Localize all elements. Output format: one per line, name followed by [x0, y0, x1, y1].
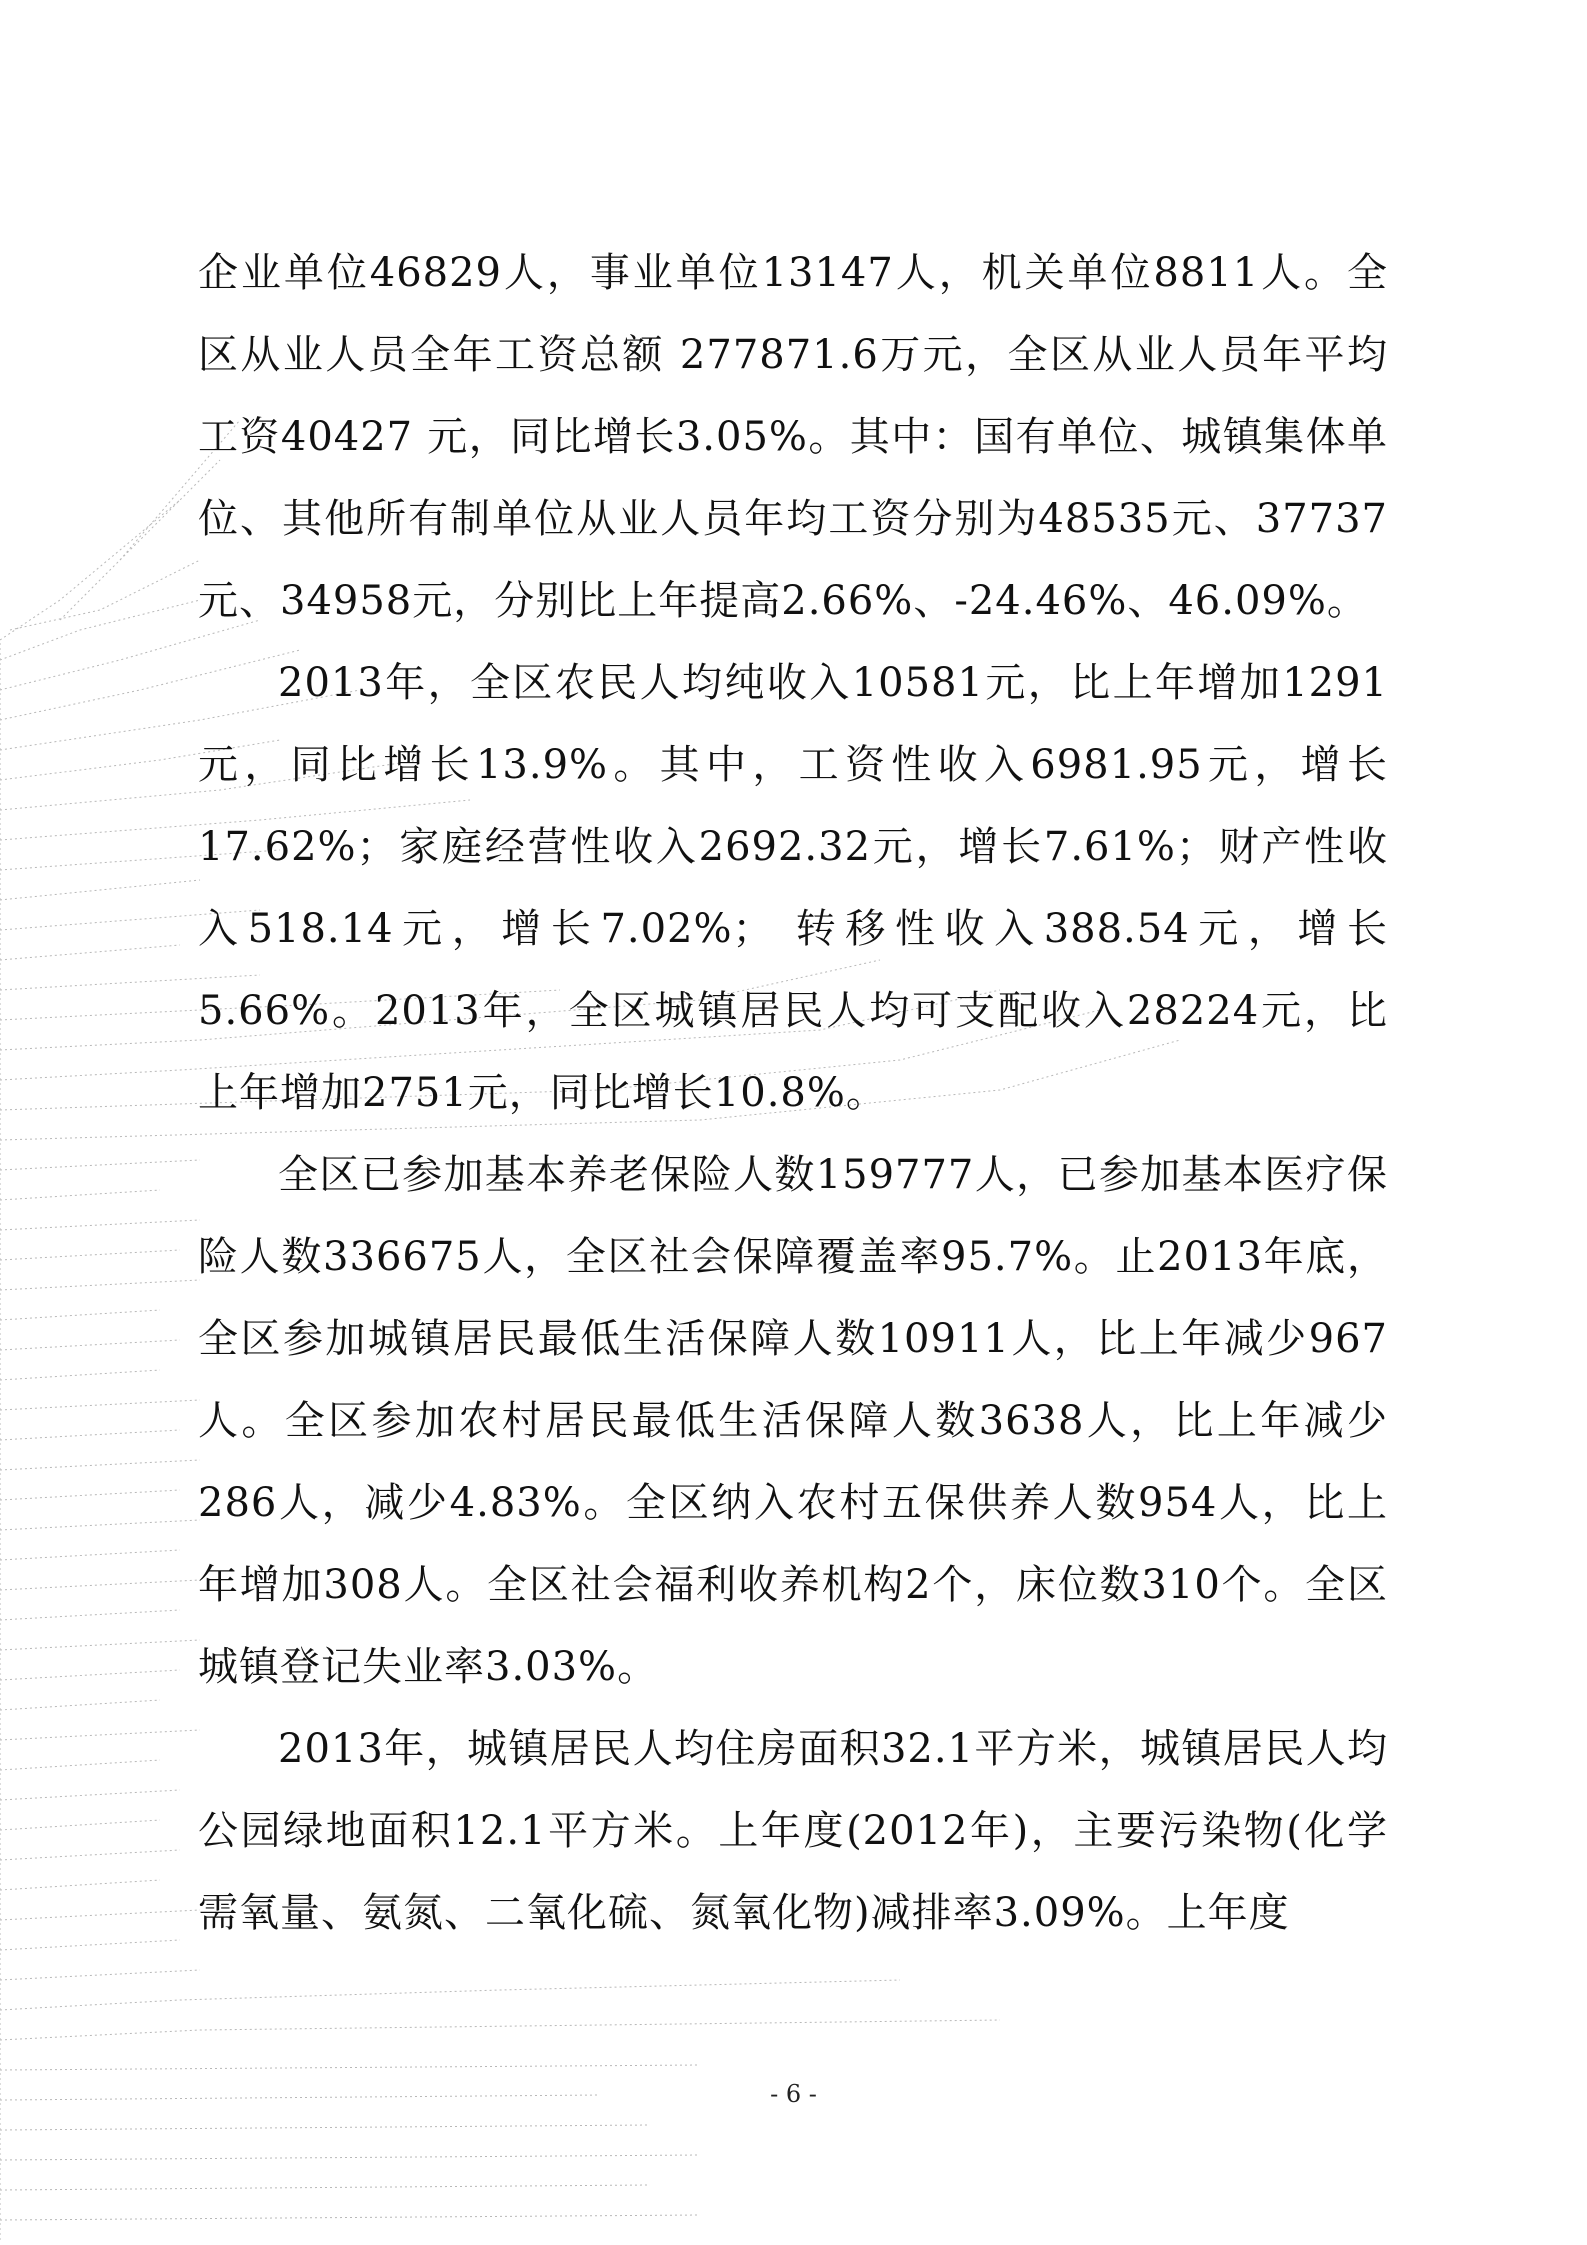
- paragraph-social-security: 全区已参加基本养老保险人数159777人，已参加基本医疗保险人数336675人，全区社会保障覆盖率95.7%。止2013年底，全区参加城镇居民最低生活保障人数10911人，比上年减少967人。全区参加农村居民最低生活保障人数3638人，比上年减少286人，减少4.83%。全区纳入农村五保供养人数954人，比上年增加308人。全区社会福利收养机构2个，床位数310个。全区城镇登记失业率3.03%。: [198, 1152, 1388, 1690]
- page-number: - 6 -: [770, 2080, 817, 2108]
- paragraph-housing-environment: 2013年，城镇居民人均住房面积32.1平方米，城镇居民人均公园绿地面积12.1平方米。上年度(2012年)，主要污染物(化学需氧量、氨氮、二氧化硫、氮氧化物)减排率3.09%。上年度: [198, 1726, 1388, 1936]
- paragraph-income: 2013年，全区农民人均纯收入10581元，比上年增加1291元，同比增长13.9%。其中，工资性收入6981.95元，增长17.62%；家庭经营性收入2692.32元，增长7.61%；财产性收入518.14元，增长7.02%； 转移性收入388.54元，增长5.66%。2013年，全区城镇居民人均可支配收入28224元，比上年增加2751元，同比增长10.8%。: [198, 660, 1388, 1116]
- paragraph-wages: 企业单位46829人，事业单位13147人，机关单位8811人。全区从业人员全年工资总额 277871.6万元，全区从业人员年平均工资40427 元，同比增长3.05%。其中：国有单位、城镇集体单位、其他所有制单位从业人员年均工资分别为48535元、37737元、34958元，分别比上年提高2.66%、-24.46%、46.09%。: [198, 250, 1388, 624]
- body-text: [198, 232, 1388, 1954]
